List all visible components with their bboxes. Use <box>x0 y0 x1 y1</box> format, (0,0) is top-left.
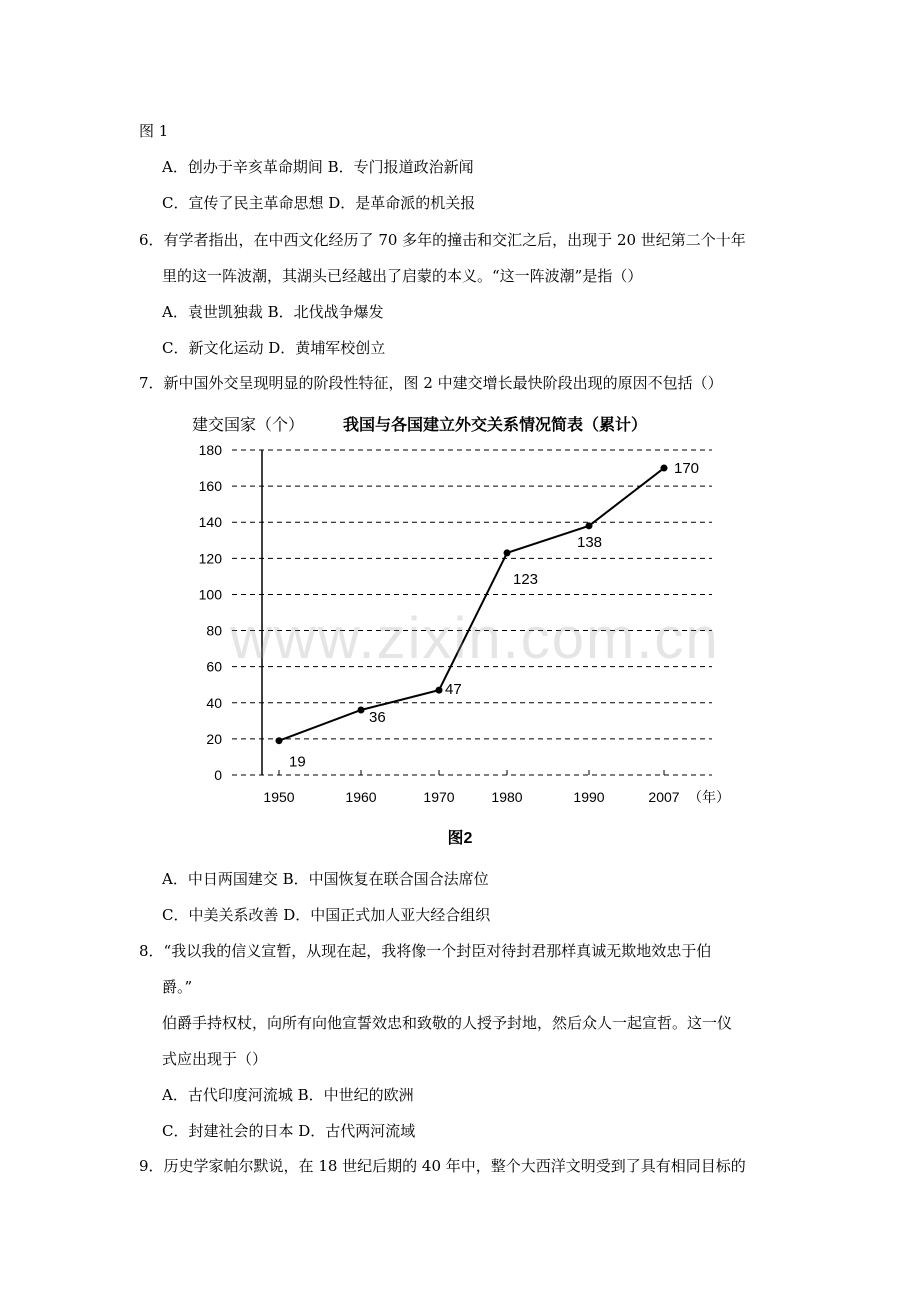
q7-options-cd: C．中美关系改善 D．中国正式加人亚大经合组织 <box>162 906 491 924</box>
x-tick-label-1980: 1980 <box>491 789 523 805</box>
q7-stem: 7．新中国外交呈现明显的阶段性特征，图 2 中建交增长最快阶段出现的原因不包括（） <box>139 374 723 392</box>
y-tick-label-120: 120 <box>198 550 222 567</box>
x-tick-label-2007: 2007 <box>648 789 680 805</box>
data-point-2007 <box>661 465 668 472</box>
data-point-1970 <box>436 687 443 694</box>
chart-title: 我国与各国建立外交关系情况简表（累计） <box>343 417 648 434</box>
q9-stem-line-1: 9．历史学家帕尔默说，在 18 世纪后期的 40 年中，整个大西洋文明受到了具有相同目标的 <box>139 1157 746 1175</box>
data-point-1950 <box>276 737 283 744</box>
q7-options-ab: A．中日两国建交 B．中国恢复在联合国合法席位 <box>162 870 489 888</box>
figure-1-caption: 图 1 <box>139 122 169 140</box>
y-tick-label-180: 180 <box>198 442 222 458</box>
watermark: www.zixin.com.cn <box>230 606 720 671</box>
chart-ylabel: 建交国家（个） <box>192 417 305 434</box>
data-label-1960: 36 <box>369 709 386 726</box>
x-axis-unit: （年） <box>688 789 730 805</box>
q8-stem-line-2: 爵。” <box>162 978 193 996</box>
y-tick-label-80: 80 <box>206 622 222 639</box>
data-label-1980: 123 <box>513 570 539 588</box>
x-tick-label-1990: 1990 <box>573 789 605 805</box>
q8-stem-line-4: 式应出现于（） <box>162 1050 268 1068</box>
x-tick-label-1960: 1960 <box>345 789 377 805</box>
y-tick-label-40: 40 <box>206 694 222 711</box>
q6-options-ab: A．袁世凯独裁 B．北伐战争爆发 <box>162 303 384 321</box>
y-tick-label-60: 60 <box>206 658 222 675</box>
data-label-2007: 170 <box>674 460 700 478</box>
q6-stem-line-2: 里的这一阵波潮，其湖头已经越出了启蒙的本义。“这一阵波潮”是指（） <box>162 267 643 285</box>
q8-stem-line-3: 伯爵手持权杖，向所有向他宣誓效忠和致敬的人授予封地，然后众人一起宣哲。这一仪 <box>162 1014 733 1032</box>
y-tick-label-140: 140 <box>198 514 222 531</box>
q5-options-cd: C．宣传了民主革命思想 D．是革命派的机关报 <box>162 194 476 212</box>
y-tick-label-160: 160 <box>198 478 222 495</box>
data-point-1980 <box>504 549 511 556</box>
q6-stem-line-1: 6．有学者指出，在中西文化经历了 70 多年的撞击和交汇之后，出现于 20 世纪第二个十年 <box>139 231 746 249</box>
q8-stem-line-1: 8．“我以我的信义宣暂，从现在起，我将像一个封臣对待封君那样真诚无欺地效忠于伯 <box>139 942 712 960</box>
x-tick-label-1970: 1970 <box>423 789 455 805</box>
data-label-1990: 138 <box>577 533 603 551</box>
q6-options-cd: C．新文化运动 D．黄埔军校创立 <box>162 339 386 357</box>
data-label-1970: 47 <box>445 681 462 699</box>
q8-options-ab: A．古代印度河流城 B．中世纪的欧洲 <box>162 1086 414 1104</box>
y-tick-label-0: 0 <box>214 767 222 783</box>
data-point-1990 <box>586 522 593 529</box>
data-label-1950: 19 <box>289 753 306 771</box>
q5-options-ab: A．创办于辛亥革命期间 B．专门报道政治新闻 <box>162 158 474 176</box>
y-tick-label-20: 20 <box>206 730 222 747</box>
x-tick-label-1950: 1950 <box>263 789 295 805</box>
y-tick-label-100: 100 <box>198 586 222 603</box>
data-point-1960 <box>358 707 365 714</box>
figure-2-caption: 图2 <box>447 830 473 847</box>
q8-options-cd: C．封建社会的日本 D．古代两河流域 <box>162 1122 416 1140</box>
